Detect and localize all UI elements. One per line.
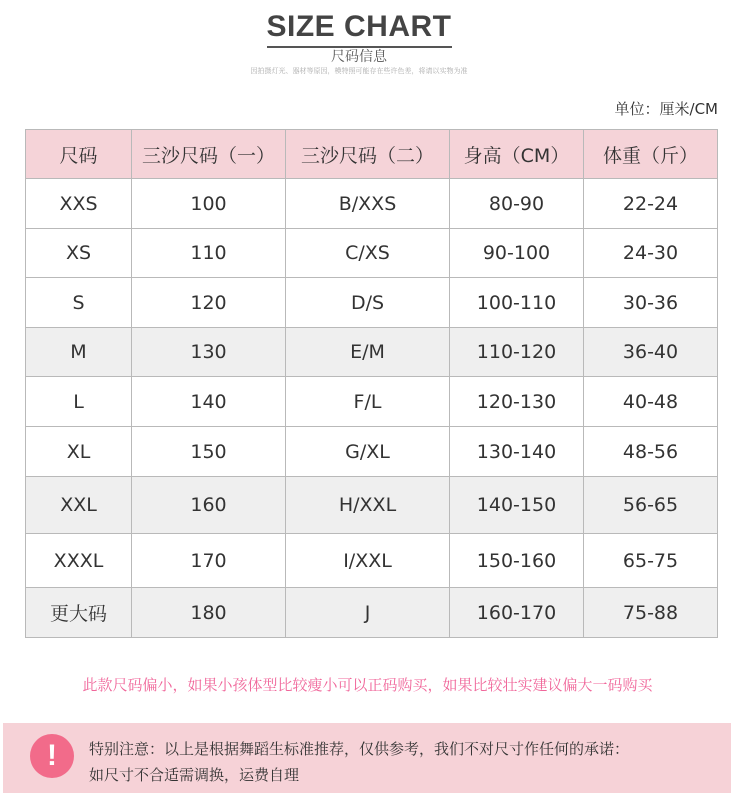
table-row xyxy=(26,179,718,229)
table-cell: 更大码 xyxy=(26,588,132,638)
table-cell: 22-24 xyxy=(584,179,718,229)
unit-label: 单位：厘米/CM xyxy=(614,100,718,118)
table-cell: 36-40 xyxy=(584,328,718,377)
size-chart-title xyxy=(0,10,718,48)
table-cell: 30-36 xyxy=(584,278,718,328)
table-cell: 150 xyxy=(132,427,286,477)
table-cell: D/S xyxy=(286,278,450,328)
table-cell: 120-130 xyxy=(450,377,584,427)
disclaimer-text: 因拍摄灯光、器材等原因，模特照可能存在些许色差，将请以实物为准 xyxy=(250,67,468,75)
column-header: 尺码 xyxy=(26,130,132,179)
table-cell: 56-65 xyxy=(584,477,718,534)
table-cell: L xyxy=(26,377,132,427)
table-cell: 110-120 xyxy=(450,328,584,377)
table-row xyxy=(26,328,718,377)
notice-text-line1: 特别注意：以上是根据舞蹈生标准推荐，仅供参考，我们不对尺寸作任何的承诺： xyxy=(89,740,630,758)
table-cell: XXS xyxy=(26,179,132,229)
table-row xyxy=(26,477,718,534)
table-cell: 130 xyxy=(132,328,286,377)
table-cell: 180 xyxy=(132,588,286,638)
table-cell: 40-48 xyxy=(584,377,718,427)
table-cell: 100 xyxy=(132,179,286,229)
column-header: 三沙尺码（二） xyxy=(286,130,450,179)
table-cell: 90-100 xyxy=(450,229,584,278)
table-cell: S xyxy=(26,278,132,328)
table-cell: 150-160 xyxy=(450,534,584,588)
table-body xyxy=(26,179,718,638)
table-cell: B/XXS xyxy=(286,179,450,229)
size-table xyxy=(25,129,718,638)
exclamation-icon: ! xyxy=(30,734,74,778)
table-row xyxy=(26,534,718,588)
table-cell: G/XL xyxy=(286,427,450,477)
notice-box xyxy=(3,723,731,793)
table-cell: 140-150 xyxy=(450,477,584,534)
table-cell: 75-88 xyxy=(584,588,718,638)
table-cell: XXL xyxy=(26,477,132,534)
table-cell: 170 xyxy=(132,534,286,588)
size-chart-subtitle: 尺码信息 xyxy=(331,49,387,65)
table-cell: F/L xyxy=(286,377,450,427)
table-cell: 65-75 xyxy=(584,534,718,588)
table-cell: XS xyxy=(26,229,132,278)
table-cell: E/M xyxy=(286,328,450,377)
table-cell: M xyxy=(26,328,132,377)
table-cell: H/XXL xyxy=(286,477,450,534)
table-cell: 130-140 xyxy=(450,427,584,477)
size-chart-title-text: SIZE CHART xyxy=(267,10,452,48)
column-header: 三沙尺码（一） xyxy=(132,130,286,179)
table-cell: 100-110 xyxy=(450,278,584,328)
table-cell: I/XXL xyxy=(286,534,450,588)
table-row xyxy=(26,588,718,638)
table-cell: 160 xyxy=(132,477,286,534)
table-cell: 24-30 xyxy=(584,229,718,278)
table-row xyxy=(26,377,718,427)
size-note: 此款尺码偏小，如果小孩体型比较瘦小可以正码购买，如果比较壮实建议偏大一码购买 xyxy=(82,676,653,694)
table-cell: 110 xyxy=(132,229,286,278)
table-cell: XXXL xyxy=(26,534,132,588)
table-cell: XL xyxy=(26,427,132,477)
column-header: 体重（斤） xyxy=(584,130,718,179)
column-header: 身高（CM） xyxy=(450,130,584,179)
table-cell: 48-56 xyxy=(584,427,718,477)
table-cell: J xyxy=(286,588,450,638)
notice-text-line2: 如尺寸不合适需调换，运费自理 xyxy=(89,766,300,784)
table-header-row xyxy=(26,130,718,179)
table-cell: 140 xyxy=(132,377,286,427)
table-cell: 160-170 xyxy=(450,588,584,638)
table-row xyxy=(26,278,718,328)
table-row xyxy=(26,427,718,477)
table-cell: C/XS xyxy=(286,229,450,278)
table-row xyxy=(26,229,718,278)
table-cell: 120 xyxy=(132,278,286,328)
table-cell: 80-90 xyxy=(450,179,584,229)
